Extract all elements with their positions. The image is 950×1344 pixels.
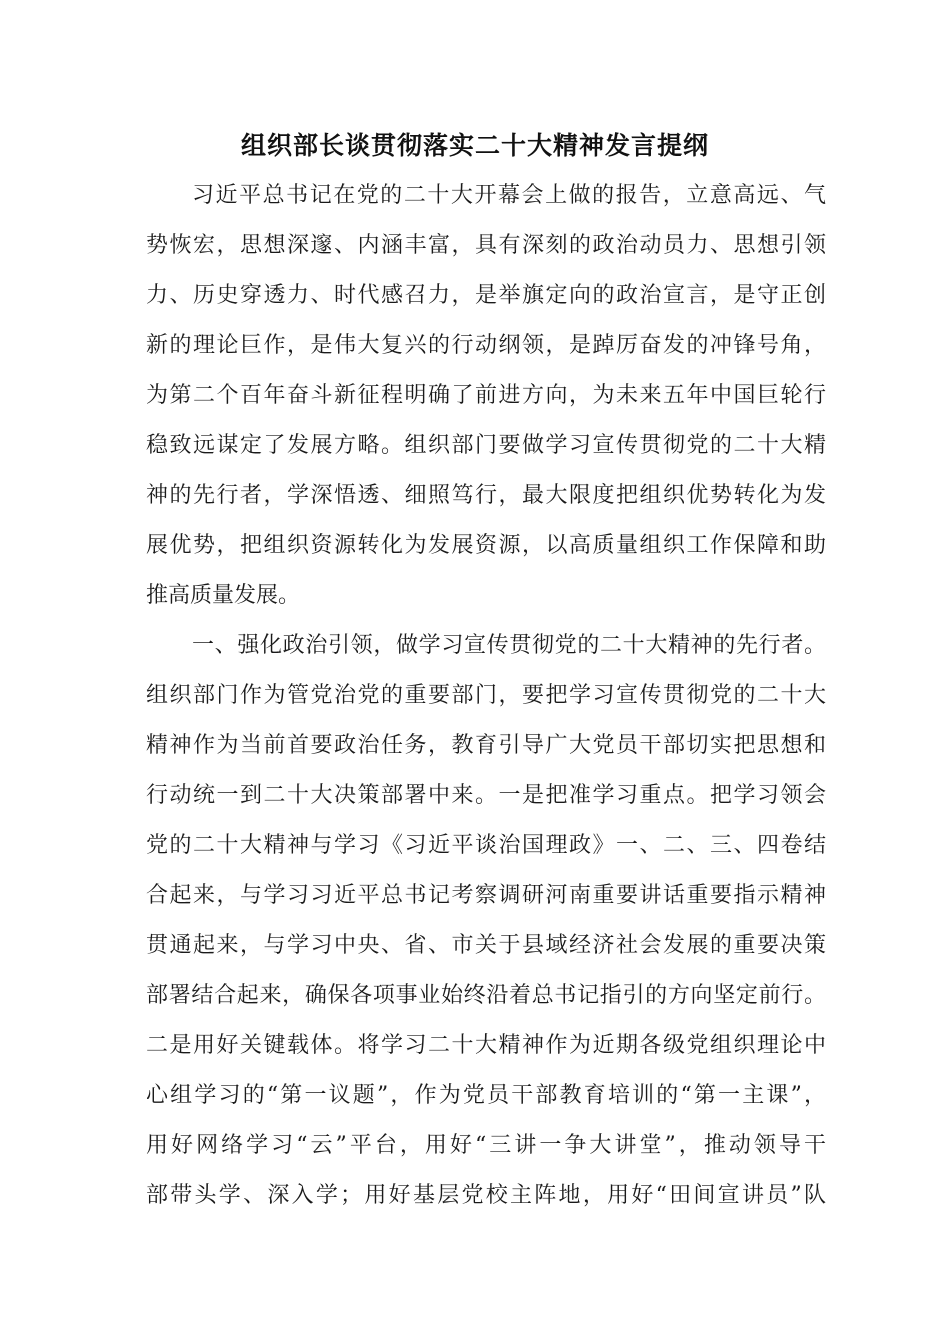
paragraph-line: 组织部门作为管党治党的重要部门，要把学习宣传贯彻党的二十大 <box>146 683 826 708</box>
document-title: 组织部长谈贯彻落实二十大精神发言提纲 <box>240 131 709 160</box>
paragraph-line: 神的先行者，学深悟透、细照笃行，最大限度把组织优势转化为发 <box>146 483 826 508</box>
paragraph-line: 心组学习的“第一议题”，作为党员干部教育培训的“第一主课”， <box>146 1083 826 1108</box>
paragraph-line: 新的理论巨作，是伟大复兴的行动纲领，是踔厉奋发的冲锋号角， <box>146 333 826 358</box>
paragraph-line: 二是用好关键载体。将学习二十大精神作为近期各级党组织理论中 <box>146 1033 826 1058</box>
paragraph-line: 习近平总书记在党的二十大开幕会上做的报告，立意高远、气 <box>192 183 826 208</box>
paragraph-line: 部署结合起来，确保各项事业始终沿着总书记指引的方向坚定前行。 <box>146 983 826 1008</box>
paragraph-line: 展优势，把组织资源转化为发展资源，以高质量组织工作保障和助 <box>146 533 826 558</box>
paragraph-line: 稳致远谋定了发展方略。组织部门要做学习宣传贯彻党的二十大精 <box>146 433 826 458</box>
paragraph-line: 为第二个百年奋斗新征程明确了前进方向，为未来五年中国巨轮行 <box>146 383 826 408</box>
paragraph-line: 用好网络学习“云”平台，用好“三讲一争大讲堂”，推动领导干 <box>146 1133 826 1158</box>
paragraph-line: 党的二十大精神与学习《习近平谈治国理政》一、二、三、四卷结 <box>146 833 826 858</box>
paragraph-line: 行动统一到二十大决策部署中来。一是把准学习重点。把学习领会 <box>146 783 826 808</box>
paragraph-line: 势恢宏，思想深邃、内涵丰富，具有深刻的政治动员力、思想引领 <box>146 233 826 258</box>
paragraph-line: 推高质量发展。 <box>146 583 301 608</box>
paragraph-line: 力、历史穿透力、时代感召力，是举旗定向的政治宣言，是守正创 <box>146 283 826 308</box>
paragraph-line: 精神作为当前首要政治任务，教育引导广大党员干部切实把思想和 <box>146 733 826 758</box>
paragraph-line: 贯通起来，与学习中央、省、市关于县域经济社会发展的重要决策 <box>146 933 826 958</box>
paragraph-line: 部带头学、深入学；用好基层党校主阵地，用好“田间宣讲员”队 <box>146 1183 826 1208</box>
paragraph-line: 合起来，与学习习近平总书记考察调研河南重要讲话重要指示精神 <box>146 883 826 908</box>
section-heading-line: 一、强化政治引领，做学习宣传贯彻党的二十大精神的先行者。 <box>192 633 826 658</box>
